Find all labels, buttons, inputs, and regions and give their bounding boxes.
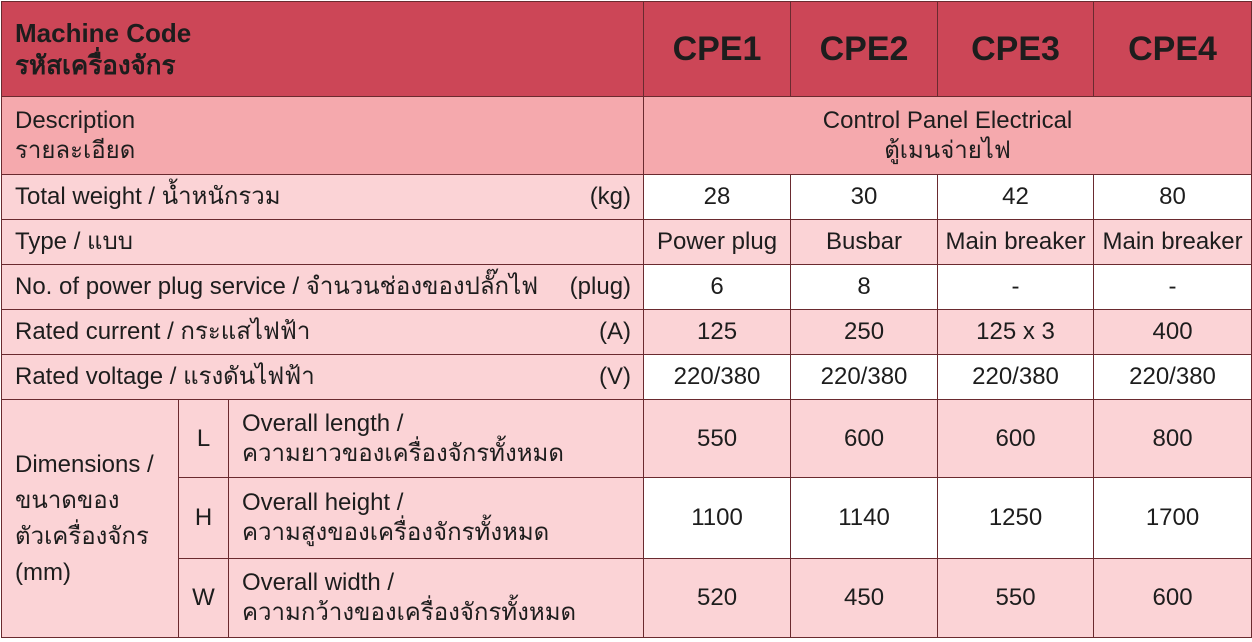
table-cell: 1100	[644, 478, 791, 559]
dimension-name	[229, 559, 644, 638]
dimension-code: L	[179, 400, 229, 478]
machine-code-header	[2, 2, 644, 97]
type-label-cell	[2, 220, 644, 265]
table-cell: 800	[1094, 400, 1252, 478]
dimension-code: H	[179, 478, 229, 559]
dimension-name-en: Overall length /	[242, 409, 404, 437]
table-cell: 550	[644, 400, 791, 478]
dimension-code: W	[179, 559, 229, 638]
dimension-name-th: ความสูงของเครื่องจักรทั้งหมด	[242, 519, 550, 546]
table-cell: 220/380	[791, 355, 938, 400]
table-cell: 30	[791, 175, 938, 220]
dimension-name-th: ความกว้างของเครื่องจักรทั้งหมด	[242, 599, 577, 626]
row-unit: (plug)	[569, 273, 632, 300]
row-label: Rated voltage / แรงดันไฟฟ้า	[15, 363, 315, 390]
table-cell: 80	[1094, 175, 1252, 220]
dimension-name-en: Overall height /	[242, 489, 404, 516]
total-weight-row	[2, 175, 1252, 220]
table-cell: 520	[644, 559, 791, 638]
dimensions-label-line: ตัวเครื่องจักร	[15, 522, 149, 550]
table-cell: 1140	[791, 478, 938, 559]
dimensions-label-unit: (mm)	[15, 558, 71, 586]
total-weight-label-cell	[2, 175, 644, 220]
model-header-cpe2: CPE2	[791, 2, 938, 97]
table-cell: 600	[791, 400, 938, 478]
table-cell: Busbar	[791, 220, 938, 265]
dimension-height-row	[2, 478, 1252, 559]
machine-code-th: รหัสเครื่องจักร	[15, 50, 176, 80]
power-plug-service-row	[2, 265, 1252, 310]
table-cell: Main breaker	[1094, 220, 1252, 265]
dimension-name	[229, 400, 644, 478]
dimension-name-en: Overall width /	[242, 569, 395, 596]
table-cell: -	[1094, 265, 1252, 310]
table-cell: 600	[938, 400, 1094, 478]
rated-voltage-label-cell	[2, 355, 644, 400]
table-cell: -	[938, 265, 1094, 310]
description-label-th: รายละเอียด	[15, 136, 136, 164]
table-cell: 1250	[938, 478, 1094, 559]
type-row	[2, 220, 1252, 265]
table-cell: 220/380	[938, 355, 1094, 400]
model-header-cpe1: CPE1	[644, 2, 791, 97]
description-label-en: Description	[15, 106, 136, 134]
table-cell: 125	[644, 310, 791, 355]
dimension-width-row	[2, 559, 1252, 638]
power-plug-label-cell	[2, 265, 644, 310]
rated-current-label-cell	[2, 310, 644, 355]
machine-code-en: Machine Code	[15, 18, 192, 48]
table-cell: 220/380	[644, 355, 791, 400]
description-value-en: Control Panel Electrical	[822, 106, 1073, 134]
row-label: No. of power plug service / จำนวนช่องของปลั๊กไฟ	[15, 273, 539, 300]
row-unit: (kg)	[589, 183, 632, 210]
model-header-cpe4: CPE4	[1094, 2, 1252, 97]
row-unit: (V)	[599, 363, 632, 390]
description-value-th: ตู้เมนจ่ายไฟ	[884, 136, 1011, 164]
description-row	[2, 97, 1252, 175]
description-label	[2, 97, 644, 175]
table-cell: 400	[1094, 310, 1252, 355]
header-row	[2, 2, 1252, 97]
table-cell: 1700	[1094, 478, 1252, 559]
table-cell: Main breaker	[938, 220, 1094, 265]
dimensions-label-line: Dimensions /	[15, 450, 154, 478]
dimensions-label	[2, 400, 179, 638]
table-cell: 125 x 3	[938, 310, 1094, 355]
table-cell: 600	[1094, 559, 1252, 638]
row-label: Rated current / กระแสไฟฟ้า	[15, 318, 311, 345]
table-cell: 6	[644, 265, 791, 310]
model-header-cpe3: CPE3	[938, 2, 1094, 97]
dimensions-label-line: ขนาดของ	[15, 486, 120, 514]
description-value	[644, 97, 1252, 175]
table-cell: 550	[938, 559, 1094, 638]
row-unit: (A)	[599, 318, 632, 345]
table-cell: Power plug	[644, 220, 791, 265]
rated-voltage-row	[2, 355, 1252, 400]
dimension-name	[229, 478, 644, 559]
row-label: Type / แบบ	[15, 228, 133, 255]
rated-current-row	[2, 310, 1252, 355]
table-cell: 28	[644, 175, 791, 220]
row-label: Total weight / น้ำหนักรวม	[15, 183, 281, 210]
dimension-length-row	[2, 400, 1252, 478]
dimension-name-th: ความยาวของเครื่องจักรทั้งหมด	[242, 439, 564, 467]
table-cell: 8	[791, 265, 938, 310]
table-cell: 42	[938, 175, 1094, 220]
table-cell: 450	[791, 559, 938, 638]
table-cell: 220/380	[1094, 355, 1252, 400]
spec-table	[1, 1, 1252, 638]
table-cell: 250	[791, 310, 938, 355]
